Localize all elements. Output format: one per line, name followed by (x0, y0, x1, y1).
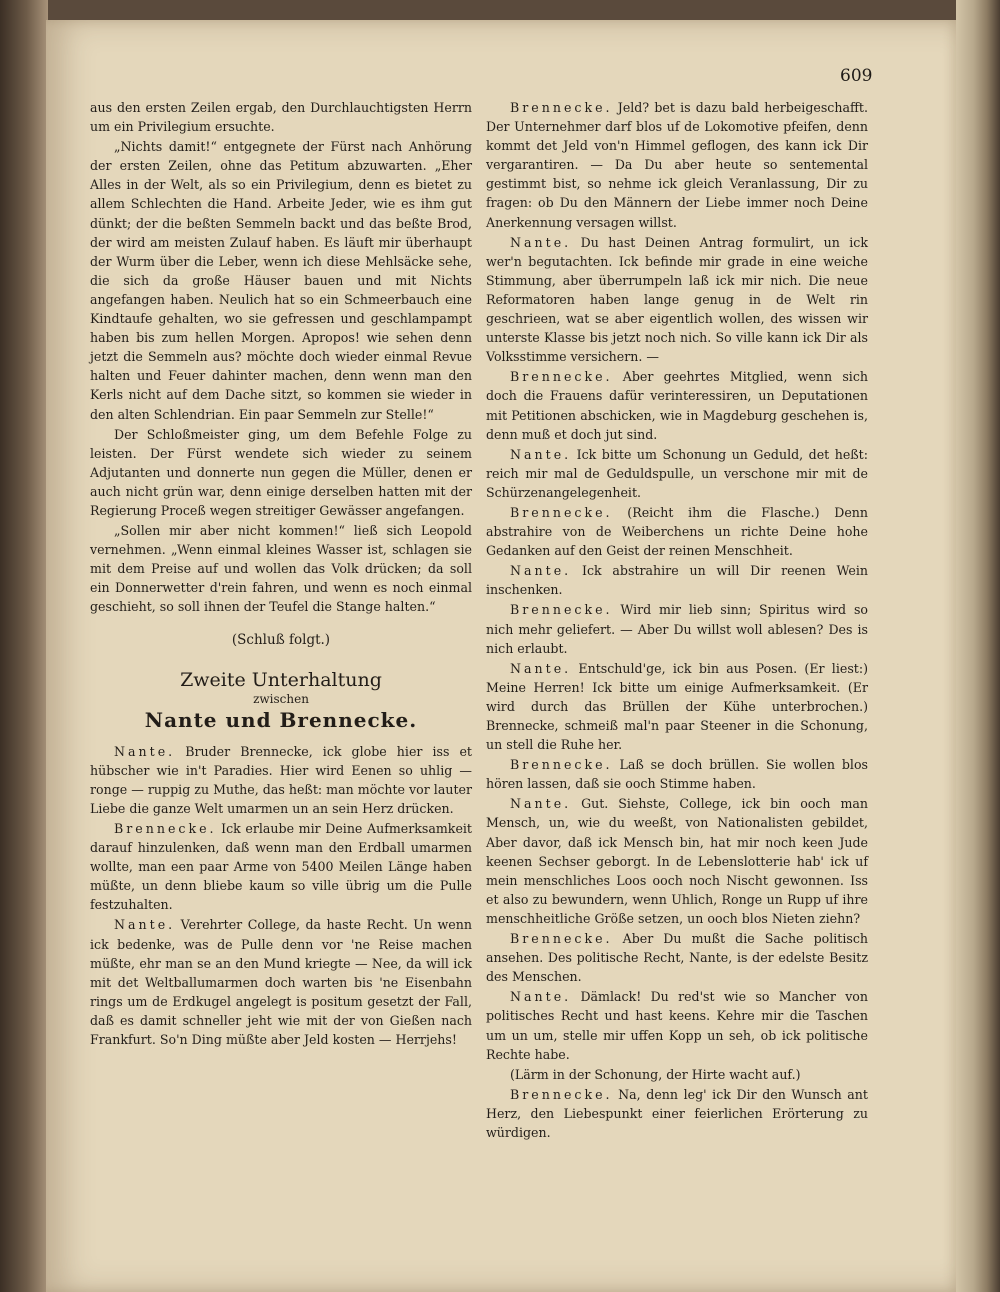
section-names: Nante und Brennecke. (144, 707, 418, 732)
dialogue-line (486, 98, 868, 232)
speaker: Brennecke. (510, 1086, 613, 1102)
speaker: Nante. (510, 796, 572, 812)
paragraph: aus den ersten Zeilen ergab, den Durchlauchtigsten Herrn um ein Privilegium ersuchte. (90, 100, 472, 135)
left-column (90, 98, 472, 1050)
page-edges (956, 0, 1000, 1292)
speech: Laß se doch brüllen. Sie wollen blos hören lassen, daß sie ooch Stimme haben. (486, 757, 868, 792)
speaker: Brennecke. (510, 931, 613, 947)
dialogue-line (486, 1085, 868, 1142)
speech: Aber Du mußt die Sache politisch ansehen. Des politische Recht, Nante, is der edelste Besitz des Menschen. (486, 931, 868, 985)
speech: Dämlack! Du red'st wie so Mancher von politisches Recht und hast keens. Kehre mir die Taschen um un um, stelle mir uffen Kopp un seh, ob ick politische Rechte habe. (486, 989, 868, 1062)
dialogue-line (90, 915, 472, 1049)
speaker: Nante. (114, 917, 176, 933)
continuation-note: (Schluß folgt.) (231, 631, 331, 648)
speech: Du hast Deinen Antrag formulirt, un ick wer'n begutachten. Ick befinde mir grade in eine weiche Stimmung, aber überrumpeln laß ick mir nich. Die neue Reformatoren haben lange genug in de Welt rin geschrieen, wat se aber eigentlich wollen, des wissen wir unterste Klasse bis jetzt noch nich. So ville kann ick Dir als Volksstimme versichern. — (486, 234, 868, 365)
paragraph: „Sollen mir aber nicht kommen!“ ließ sich Leopold vernehmen. „Wenn einmal kleines Wasser ist, schlagen sie mit dem Preise auf und wollen das Volk drücken; da soll ein Donnerwetter d'rein fahren, und wenn es noch einmal geschieht, so soll ihnen der Teufel die Stange halten.“ (90, 523, 472, 615)
speaker: Brennecke. (510, 602, 613, 618)
speech: (Lärm in der Schonung, der Hirte wacht auf.) (510, 1066, 801, 1082)
dialogue-line (90, 819, 472, 914)
stage-direction (486, 1065, 868, 1084)
dialogue-line (486, 794, 868, 928)
dialogue-line (486, 755, 868, 793)
speech: Verehrter College, da haste Recht. Un wenn ick bedenke, was de Pulle denn vor 'ne Reise machen müßte, ehr man se an den Mund kriegte — Nee, da will ick mit det Weltballumarmen doch warten bis 'ne Eisenbahn rings um de Erdkugel angelegt is positum gesetzt der Fall, daß es damit schneller jeht wie mit der von Gießen nach Frankfurt. So'n Ding müßte aber Jeld kosten — Herrjehs! (90, 917, 472, 1048)
speech: Ick abstrahire un will Dir reenen Wein inschenken. (486, 563, 868, 598)
speech: (Reicht ihm die Flasche.) Denn abstrahire von de Weiberchens un richte Deine hohe Gedanken auf den Geist der reinen Menschheit. (486, 504, 869, 559)
speech: Ick erlaube mir Deine Aufmerksamkeit darauf hinzulenken, daß wenn man den Erdball umarmen wollte, man een paar Arme von 5400 Meilen Länge haben müßte, un denn bliebe kaum so ville übrig um die Pulle festzuhalten. (90, 821, 472, 913)
speaker: Brennecke. (510, 757, 613, 773)
speaker: Brennecke. (510, 369, 613, 385)
speech: Aber geehrtes Mitglied, wenn sich doch die Frauens dafür verinteressiren, un Deputationen mit Petitionen abschicken, wie in Magdeburg geschehen is, denn muß et doch jut sind. (486, 369, 868, 442)
dialogue-line (486, 367, 868, 443)
dialogue-line (486, 503, 868, 560)
paragraph: „Nichts damit!“ entgegnete der Fürst nach Anhörung der ersten Zeilen, ohne das Petitum abzuwarten. „Eher Alles in der Welt, als so ein Privilegium, denn es bietet zu allem Schlechten die Hand. Arbeite Jeder, wie es ihm gut dünkt; der die beßten Semmeln backt und das beßte Brod, der wird am meisten Zulauf haben. Es läuft mir überhaupt der Wurm über die Leber, wenn ich diese Mehlsäcke sehe, die sich da große Häuser bauen und mit Nichts angefangen haben. Neulich hat so ein Schmeerbauch eine Kindtaufe gehalten, wo sie gefressen und geschlampampt haben bis zum hellen Morgen. Apropos! wie sehen denn jetzt die Semmeln aus? möchte doch wieder einmal Revue halten und Feuer dahinter machen, denn wenn man den Kerls nicht auf dem Dache sitzt, so kommen sie wieder in den alten Schlendrian. Ein paar Semmeln zur Stelle!“ (90, 139, 472, 422)
speech: Bruder Brennecke, ick globe hier iss et hübscher wie in't Paradies. Hier wird Eenen so uhlig — ronge — ruppig zu Muthe, das heßt: man möchte vor lauter Liebe die ganze Welt umarmen un an sein Herz drücken. (90, 743, 472, 816)
speaker: Nante. (510, 234, 572, 250)
dialogue-line (486, 600, 868, 657)
speaker: Nante. (114, 743, 176, 759)
dialogue-line (486, 659, 868, 754)
dialogue-line (90, 742, 472, 818)
page-number: 609 (840, 66, 873, 86)
dialogue-line (486, 561, 868, 599)
dialogue-line (486, 929, 868, 986)
paragraph: Der Schloßmeister ging, um dem Befehle Folge zu leisten. Der Fürst wendete sich wieder zu seinem Adjutanten und donnerte nun gegen die Müller, denen er auch nicht grün war, denn einige derselben hatten mit der Regierung Proceß wegen streitiger Gewässer angefangen. (90, 426, 472, 518)
speaker: Brennecke. (114, 821, 217, 836)
speaker: Brennecke. (510, 504, 613, 520)
speech: Na, denn leg' ick Dir den Wunsch ant Herz, den Liebespunkt einer feierlichen Erörterung zu würdigen. (486, 1086, 868, 1140)
speech: Jeld? bet is dazu bald herbeigeschafft. Der Unternehmer darf blos uf de Lokomotive pfeifen, denn kommt det Jeld von'n Himmel geflogen, des kann ick Dir vergarantiren. — Da Du aber heute so sentemental gestimmt bist, so nehme ick gleich Veranlassung, Dir zu fragen: ob Du den Männern der Liebe immer noch Deine Anerkennung versagen willst. (486, 100, 868, 230)
speech: Wird mir lieb sinn; Spiritus wird so nich mehr geliefert. — Aber Du willst woll ablesen? Des is nich erlaubt. (486, 602, 868, 656)
speaker: Nante. (510, 989, 572, 1005)
speech: Entschuld'ge, ick bin aus Posen. (Er liest:) Meine Herren! Ick bitte um einige Aufmerksamkeit. (Er wird durch das Brüllen der Kühe unterbrochen.) Brennecke, schmeiß mal'n paar Steener in die Schonung, un stell die Ruhe her. (486, 660, 868, 753)
speaker: Brennecke. (510, 100, 613, 115)
right-column (486, 98, 868, 1143)
book-binding (0, 0, 48, 1292)
section-between: zwischen (253, 691, 309, 706)
dialogue-line (486, 987, 868, 1063)
dialogue-line (486, 233, 868, 367)
speaker: Nante. (510, 660, 572, 676)
speech: Ick bitte um Schonung un Geduld, det heßt: reich mir mal de Geduldspulle, un verschone mir mit de Schürzenangelegenheit. (486, 446, 868, 500)
section-title: Zweite Unterhaltung (180, 668, 382, 691)
speech: Gut. Siehste, College, ick bin ooch man Mensch, un, wie du weeßt, von Nationalisten gebildet, Aber davor, daß ick Mensch bin, hat mir noch keen Jude keenen Sechser geborgt. In de Lebenslotterie hab' ick uf mein menschliches Loos ooch noch Nischt gewonnen. Iss et also zu bewundern, wenn Uhlich, Ronge un Rupp uf ihre menschheitliche Größe setzen, un ooch blos Nieten ziehn? (486, 796, 869, 926)
speaker: Nante. (510, 563, 572, 579)
speaker: Nante. (510, 446, 572, 462)
dialogue-line (486, 445, 868, 502)
